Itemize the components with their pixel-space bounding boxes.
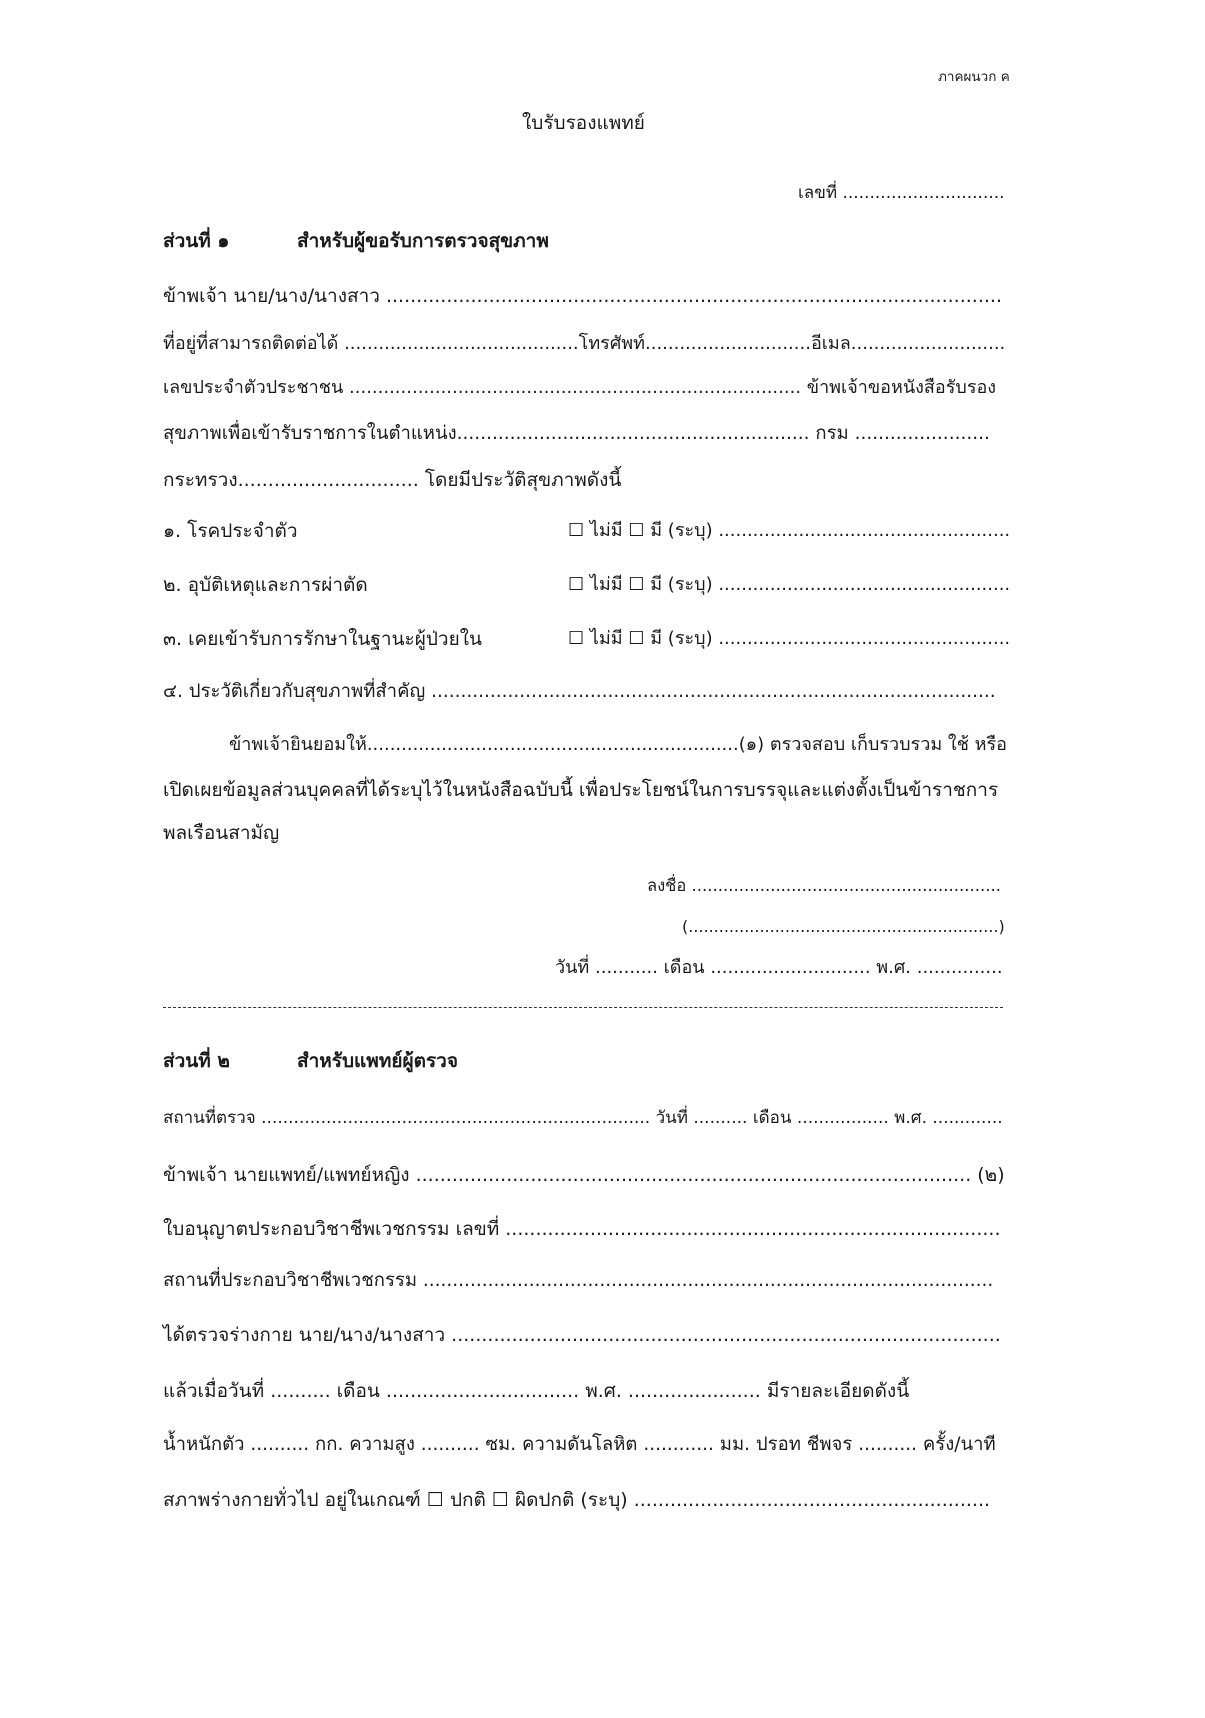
exam-location-date-field: สถานที่ตรวจ ........................................................................ วันที่ .......... เดือน ................. พ.ศ. ............. xyxy=(163,1108,1003,1128)
consent-line-3: พลเรือนสามัญ xyxy=(163,822,280,844)
history-item-options: ☐ ไม่มี ☐ มี (ระบุ) ................................................... xyxy=(568,520,1011,541)
part1-heading-number: ส่วนที่ ๑ xyxy=(163,230,230,252)
doctor-name-field: ข้าพเจ้า นายแพทย์/แพทย์หญิง ............................................................................................ (๒) xyxy=(163,1164,1005,1186)
history-item-label: ๓. เคยเข้ารับการรักษาในฐานะผู้ป่วยใน xyxy=(163,628,482,650)
contact-info-field: ที่อยู่ที่สามารถติดต่อได้ .........................................โทรศัพท์.............................อีเมล........................... xyxy=(163,333,1006,354)
examined-person-field: ได้ตรวจร่างกาย นาย/นาง/นางสาว ........................................................................................... xyxy=(163,1324,1001,1346)
health-history-field: ๔. ประวัติเกี่ยวกับสุขภาพที่สำคัญ ................................................................................................ xyxy=(163,681,996,702)
applicant-date-field: วันที่ ........... เดือน ............................ พ.ศ. ............... xyxy=(555,957,1003,978)
consent-line-2: เปิดเผยข้อมูลส่วนบุคคลที่ได้ระบุไว้ในหนังสือฉบับนี้ เพื่อประโยชน์ในการบรรจุและแต่งตั้งเป็นข้าราชการ xyxy=(163,779,999,801)
document-title: ใบรับรองแพทย์ xyxy=(522,112,645,134)
position-field: สุขภาพเพื่อเข้ารับราชการในตำแหน่ง............................................................ กรม ....................... xyxy=(163,423,990,444)
appendix-label: ภาคผนวก ค xyxy=(938,69,1010,85)
history-item-options: ☐ ไม่มี ☐ มี (ระบุ) ................................................... xyxy=(568,628,1011,649)
history-item-label: ๒. อุบัติเหตุและการผ่าตัด xyxy=(163,574,368,596)
exam-date-field: แล้วเมื่อวันที่ .......... เดือน ................................ พ.ศ. ...................... มีรายละเอียดดังนี้ xyxy=(163,1380,910,1402)
applicant-name-field: ข้าพเจ้า นาย/นาง/นางสาว ...................................................................................................... xyxy=(163,285,1002,307)
part2-heading-title: สำหรับแพทย์ผู้ตรวจ xyxy=(297,1050,458,1072)
license-number-field: ใบอนุญาตประกอบวิชาชีพเวชกรรม เลขที่ .................................................................................. xyxy=(163,1218,1001,1240)
history-item-options: ☐ ไม่มี ☐ มี (ระบุ) ................................................... xyxy=(568,574,1011,595)
part2-heading-number: ส่วนที่ ๒ xyxy=(163,1050,230,1072)
applicant-printed-name-field: (.............................................................) xyxy=(682,917,1005,936)
history-item-label: ๑. โรคประจำตัว xyxy=(163,520,298,542)
general-condition-field: สภาพร่างกายทั่วไป อยู่ในเกณฑ์ ☐ ปกติ ☐ ผิดปกติ (ระบุ) ........................................................... xyxy=(163,1489,991,1511)
ministry-field: กระทรวง.............................. โดยมีประวัติสุขภาพดังนี้ xyxy=(163,469,622,491)
section-divider xyxy=(163,1007,1003,1008)
consent-line-1: ข้าพเจ้ายินยอมให้.................................................................(๑) ตรวจสอบ เก็บรวบรวม ใช้ หรือ xyxy=(229,734,1007,755)
document-number-field: เลขที่ .............................. xyxy=(798,183,1005,203)
practice-location-field: สถานที่ประกอบวิชาชีพเวชกรรม ................................................................................................. xyxy=(163,1270,994,1291)
vital-signs-field: น้ำหนักตัว .......... กก. ความสูง .......... ซม. ความดันโลหิต ............ มม. ปรอท ชีพจร .......... ครั้ง/นาที xyxy=(163,1434,996,1455)
applicant-signature-field: ลงชื่อ ........................................................... xyxy=(647,876,1001,895)
part1-heading-title: สำหรับผู้ขอรับการตรวจสุขภาพ xyxy=(297,230,549,252)
national-id-field: เลขประจำตัวประชาชน ............................................................................... ข้าพเจ้าขอหนังสือรับรอง xyxy=(163,377,997,398)
